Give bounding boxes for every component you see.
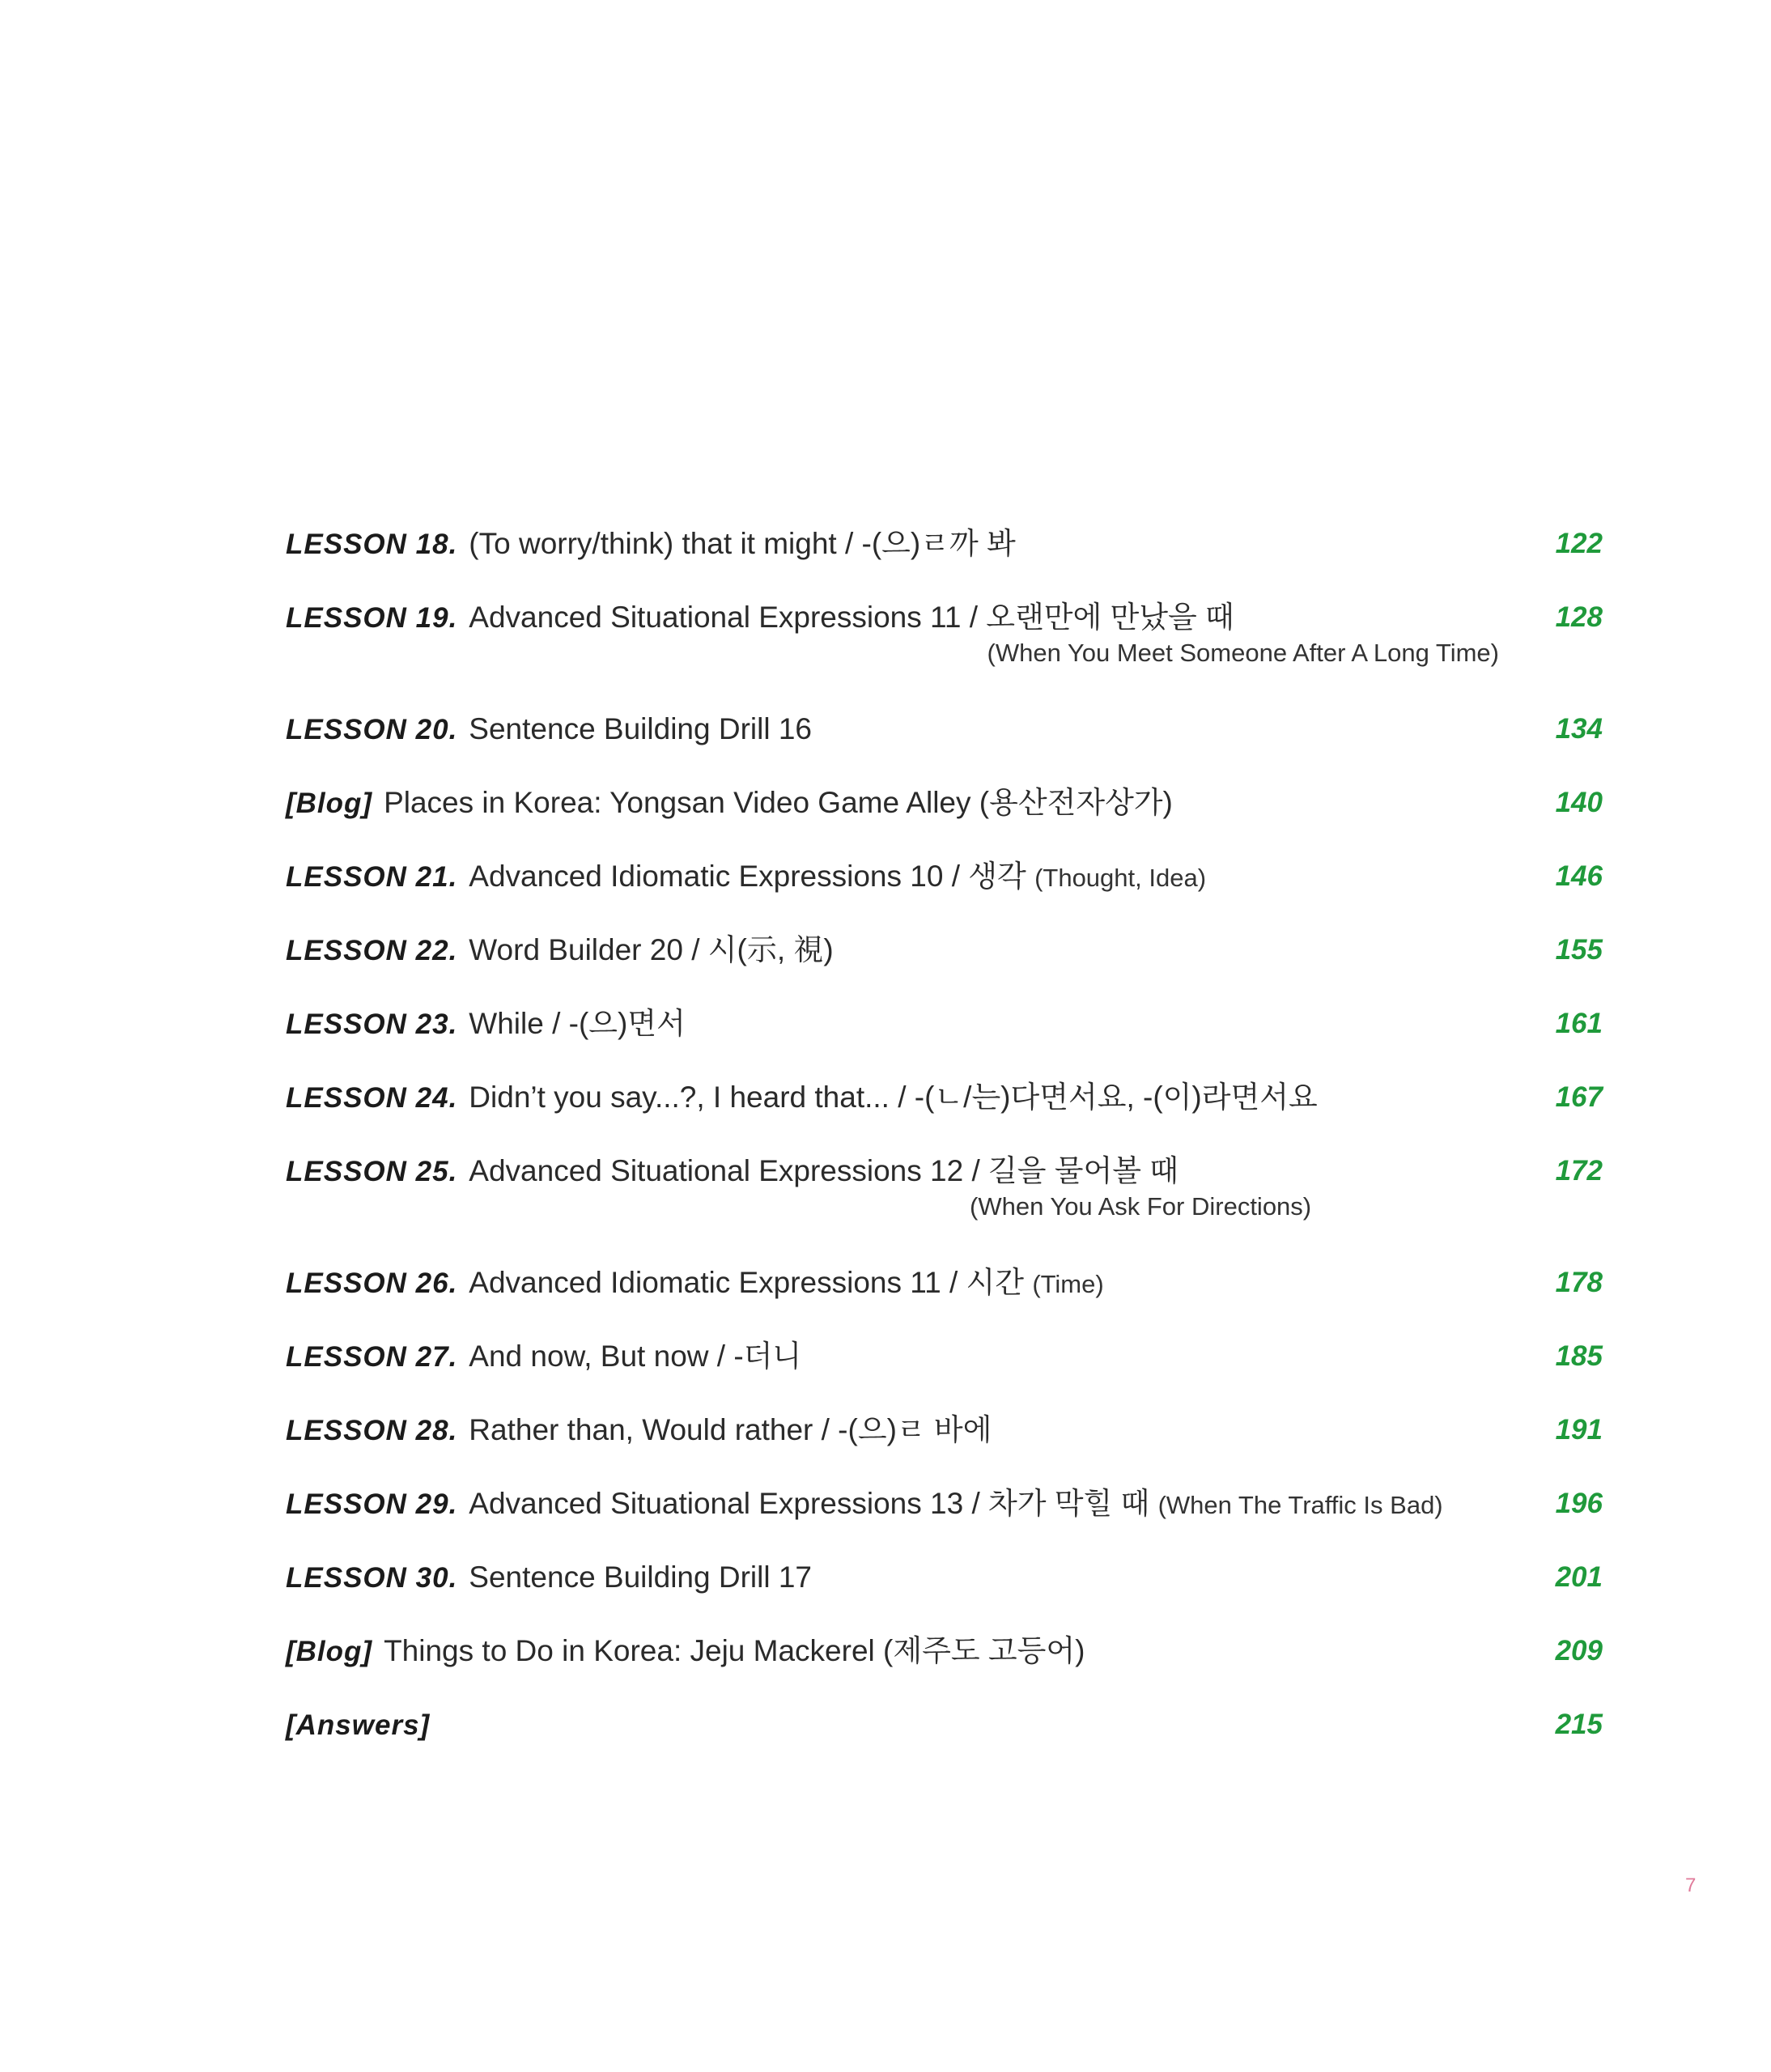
entry-title: Advanced Situational Expressions 13 / 차가 막힐 때: [469, 1487, 1150, 1520]
table-of-contents: [286, 518, 1603, 1773]
entry-label: LESSON 28.: [286, 1415, 458, 1446]
toc-entry[interactable]: [286, 1145, 1603, 1257]
toc-entry[interactable]: [286, 1072, 1603, 1145]
entry-note: (Time): [1032, 1270, 1104, 1298]
entry-label: LESSON 18.: [286, 529, 458, 560]
entry-page-number: 146: [1555, 860, 1603, 892]
entry-title: Advanced Idiomatic Expressions 11 / 시간: [469, 1266, 1025, 1299]
toc-entry[interactable]: [286, 777, 1603, 851]
toc-entry[interactable]: [286, 592, 1603, 703]
entry-subtitle: (When You Meet Someone After A Long Time): [987, 639, 1499, 667]
entry-label: LESSON 29.: [286, 1488, 458, 1520]
entry-page-number: 140: [1555, 787, 1603, 818]
entry-label: [Blog]: [286, 788, 373, 819]
toc-entry[interactable]: [286, 703, 1603, 777]
entry-page-number: 201: [1555, 1561, 1603, 1593]
entry-label: LESSON 20.: [286, 714, 458, 745]
entry-note: (Thought, Idea): [1034, 864, 1207, 892]
entry-page-number: 191: [1555, 1414, 1603, 1446]
entry-label: LESSON 22.: [286, 935, 458, 966]
entry-page-number: 196: [1555, 1488, 1603, 1519]
entry-title: And now, But now / -더니: [469, 1340, 802, 1373]
entry-title: Sentence Building Drill 16: [469, 712, 812, 745]
toc-entry[interactable]: [286, 998, 1603, 1072]
entry-title: Places in Korea: Yongsan Video Game Alley (용산전자상가): [384, 786, 1173, 819]
toc-entry[interactable]: [286, 924, 1603, 998]
entry-title: While / -(으)면서: [469, 1007, 686, 1040]
entry-title: Word Builder 20 / 시(示, 視): [469, 933, 834, 966]
entry-label: LESSON 26.: [286, 1267, 458, 1299]
toc-entry[interactable]: [286, 1257, 1603, 1331]
toc-entry[interactable]: [286, 1699, 1603, 1773]
entry-label: LESSON 25.: [286, 1156, 458, 1187]
entry-title: Didn’t you say...?, I heard that... / -(ㄴ/는)다면서요, -(이)라면서요: [469, 1081, 1318, 1114]
entry-label: [Answers]: [286, 1709, 431, 1741]
entry-title: Advanced Situational Expressions 11 / 오랜만에 만났을 때: [469, 601, 1234, 634]
entry-label: [Blog]: [286, 1636, 373, 1667]
entry-title: (To worry/think) that it might / -(으)ㄹ까 봐: [469, 527, 1016, 560]
entry-title: Things to Do in Korea: Jeju Mackerel (제주도 고등어): [384, 1634, 1085, 1667]
toc-entry[interactable]: [286, 1331, 1603, 1404]
entry-page-number: 161: [1555, 1008, 1603, 1039]
entry-label: LESSON 27.: [286, 1341, 458, 1373]
toc-entry[interactable]: [286, 851, 1603, 924]
entry-title: Advanced Situational Expressions 12 / 길을 물어볼 때: [469, 1154, 1179, 1187]
entry-page-number: 185: [1555, 1340, 1603, 1372]
entry-subtitle: (When You Ask For Directions): [970, 1192, 1312, 1221]
entry-page-number: 178: [1555, 1267, 1603, 1298]
toc-entry[interactable]: [286, 1404, 1603, 1478]
entry-label: LESSON 23.: [286, 1008, 458, 1040]
entry-label: LESSON 21.: [286, 861, 458, 893]
entry-page-number: 122: [1555, 528, 1603, 559]
toc-entry[interactable]: [286, 1552, 1603, 1625]
entry-label: LESSON 19.: [286, 602, 458, 634]
page-folio-number: 7: [1685, 1875, 1697, 1896]
entry-page-number: 155: [1555, 934, 1603, 966]
entry-page-number: 167: [1555, 1081, 1603, 1113]
toc-entry[interactable]: [286, 518, 1603, 592]
entry-title: Advanced Idiomatic Expressions 10 / 생각: [469, 860, 1026, 893]
entry-label: LESSON 24.: [286, 1082, 458, 1114]
entry-page-number: 209: [1555, 1635, 1603, 1667]
toc-entry[interactable]: [286, 1625, 1603, 1699]
toc-entry[interactable]: [286, 1478, 1603, 1552]
entry-note: (When The Traffic Is Bad): [1157, 1491, 1443, 1519]
entry-page-number: 134: [1555, 713, 1603, 745]
entry-title: Rather than, Would rather / -(으)ㄹ 바에: [469, 1413, 992, 1446]
entry-page-number: 128: [1555, 601, 1603, 633]
entry-page-number: 172: [1555, 1155, 1603, 1187]
entry-page-number: 215: [1555, 1709, 1603, 1740]
entry-label: LESSON 30.: [286, 1562, 458, 1594]
entry-title: Sentence Building Drill 17: [469, 1560, 812, 1594]
